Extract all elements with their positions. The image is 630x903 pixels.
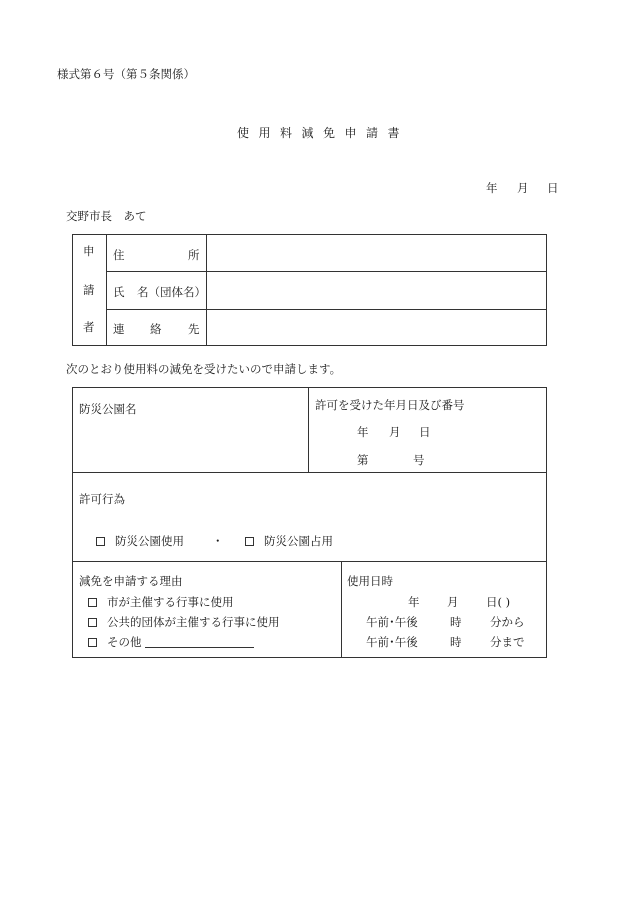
usage-year-label: 年 [408, 595, 420, 609]
date-month-label: 月 [517, 181, 529, 195]
usage-month-label: 月 [447, 595, 459, 609]
form-number: 様式第６号（第５条関係） [57, 67, 195, 81]
table-divider [341, 561, 342, 658]
applicant-side-label: 者 [83, 320, 95, 334]
reason-option-label: 公共的団体が主催する行事に使用 [107, 615, 280, 629]
permit-month-label: 月 [389, 425, 401, 439]
table-divider [72, 561, 547, 562]
permit-info-label: 許可を受けた年月日及び番号 [315, 398, 465, 412]
reason-option-3[interactable] [88, 634, 142, 650]
address-label-b: 所 [188, 248, 200, 262]
applicant-divider [206, 234, 207, 346]
reason-option-1[interactable] [88, 594, 234, 610]
usage-datetime-label: 使用日時 [347, 574, 393, 588]
option-separator: ・ [212, 534, 224, 548]
reason-option-label: その他 [107, 635, 142, 649]
applicant-divider [106, 309, 547, 310]
park-name-label: 防災公園名 [79, 402, 137, 416]
address-label-a: 住 [113, 248, 125, 262]
applicant-side-label: 請 [83, 283, 95, 297]
checkbox-icon[interactable] [88, 638, 97, 647]
date-day-label: 日 [547, 181, 559, 195]
permitted-act-option-1[interactable] [96, 533, 184, 549]
contact-label-mid: 絡 [150, 322, 162, 336]
applicant-divider [106, 271, 547, 272]
name-label-b: 名（団体名） [137, 285, 206, 299]
permit-day-label: 日 [419, 425, 431, 439]
checkbox-icon[interactable] [88, 598, 97, 607]
permit-year-label: 年 [357, 425, 369, 439]
usage-to-hour: 時 [450, 635, 462, 649]
usage-day-label: 日( ) [486, 595, 511, 609]
applicant-side-label: 申 [83, 244, 95, 258]
checkbox-icon[interactable] [245, 537, 254, 546]
contact-field[interactable] [208, 311, 545, 345]
table-divider [308, 387, 309, 472]
reason-label: 減免を申請する理由 [79, 574, 183, 588]
form-title: 使用料減免申請書 [237, 126, 410, 140]
contact-label-b: 先 [188, 322, 200, 336]
checkbox-icon[interactable] [96, 537, 105, 546]
option-1-label: 防災公園使用 [115, 534, 184, 548]
usage-from-ampm: 午前･午後 [366, 615, 418, 629]
table-divider [72, 472, 547, 473]
name-label-a: 氏 [113, 285, 125, 299]
permit-number-suffix: 号 [413, 453, 425, 467]
contact-label-a: 連 [113, 322, 125, 336]
usage-from-hour: 時 [450, 615, 462, 629]
permitted-act-label: 許可行為 [79, 492, 125, 506]
usage-from-min: 分から [490, 615, 525, 629]
applicant-divider [106, 234, 107, 346]
usage-to-ampm: 午前･午後 [366, 635, 418, 649]
reason-option-2[interactable] [88, 614, 280, 630]
permit-number-prefix: 第 [357, 453, 369, 467]
permitted-act-option-2[interactable] [245, 533, 333, 549]
option-2-label: 防災公園占用 [264, 534, 333, 548]
name-field[interactable] [208, 273, 545, 308]
reason-option-label: 市が主催する行事に使用 [107, 595, 234, 609]
usage-to-min: 分まで [490, 635, 525, 649]
address-field[interactable] [208, 236, 545, 270]
checkbox-icon[interactable] [88, 618, 97, 627]
addressee: 交野市長 あて [66, 209, 147, 223]
intro-text: 次のとおり使用料の減免を受けたいので申請します。 [66, 362, 342, 376]
date-year-label: 年 [486, 181, 498, 195]
other-reason-underline[interactable] [145, 647, 254, 648]
